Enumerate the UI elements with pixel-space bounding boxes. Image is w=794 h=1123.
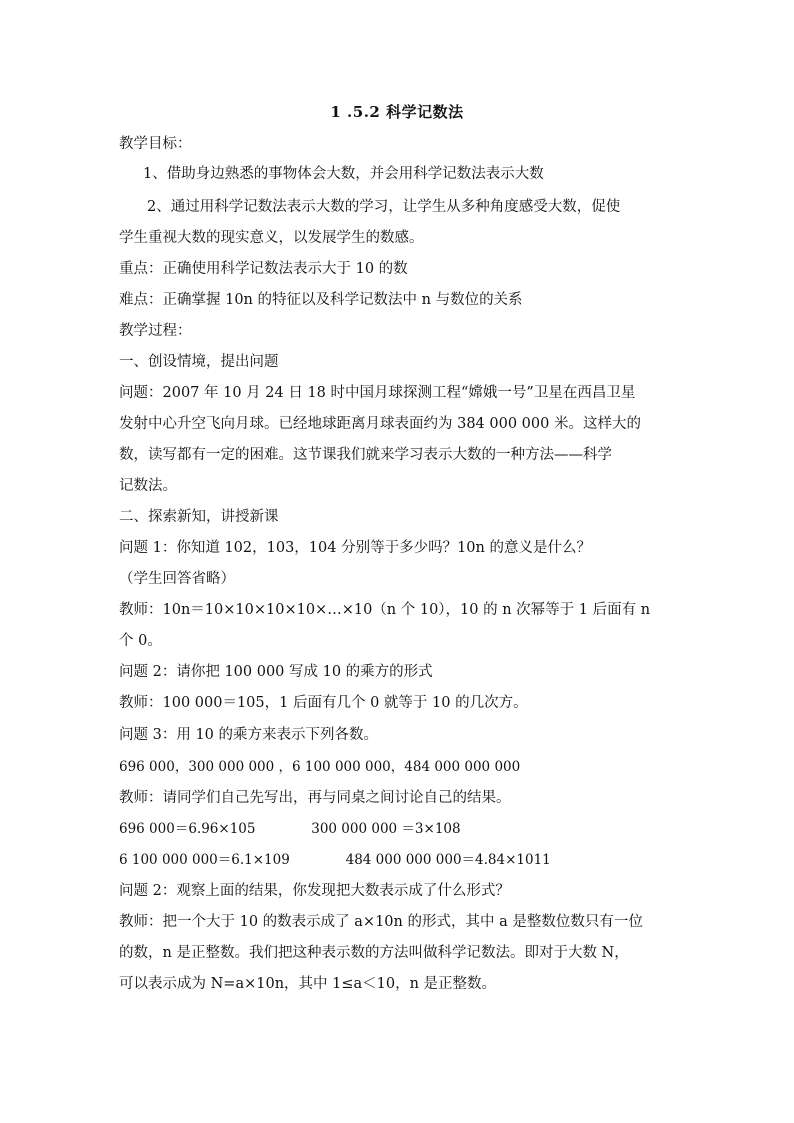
text-line: 教师：把一个大于 10 的数表示成了 a×10n 的形式，其中 a 是整数位数只有一位 — [119, 914, 643, 930]
text-line: 的数，n 是正整数。我们把这种表示数的方法叫做科学记数法。即对于大数 N， — [119, 945, 629, 961]
document-title: 1 .5.2 科学记数法 — [330, 103, 464, 121]
text-line: 696 000，300 000 000 ，6 100 000 000，484 000 000 000 — [119, 759, 521, 775]
text-line: 6 100 000 000＝6.1×109 484 000 000 000＝4.84×1011 — [119, 852, 551, 868]
text-line: 教师：100 000＝105，1 后面有几个 0 就等于 10 的几次方。 — [119, 695, 528, 711]
text-line: 个 0。 — [119, 633, 162, 649]
text-line: 发射中心升空飞向月球。已经地球距离月球表面约为 384 000 000 米。这样大的 — [119, 416, 641, 432]
text-line: 数，读写都有一定的困难。这节课我们就来学习表示大数的一种方法——科学 — [119, 447, 612, 463]
text-line: 问题 1：你知道 102，103，104 分别等于多少吗？10n 的意义是什么？ — [119, 540, 591, 556]
text-line: 2、通过用科学记数法表示大数的学习，让学生从多种角度感受大数，促使 — [147, 199, 621, 215]
text-line: 学生重视大数的现实意义，以发展学生的数感。 — [119, 230, 424, 246]
text-line: 教学过程： — [119, 323, 192, 339]
text-line: 教师：请同学们自己先写出，再与同桌之间讨论自己的结果。 — [119, 790, 511, 806]
text-line: 696 000＝6.96×105 300 000 000 ＝3×108 — [119, 821, 461, 837]
text-line: （学生回答省略） — [119, 571, 235, 587]
text-line: 重点：正确使用科学记数法表示大于 10 的数 — [119, 261, 408, 277]
text-line: 教学目标： — [119, 136, 192, 152]
text-line: 二、探索新知，讲授新课 — [119, 509, 279, 525]
text-line: 问题 2：观察上面的结果，你发现把大数表示成了什么形式？ — [119, 883, 510, 899]
text-line: 记数法。 — [119, 478, 177, 494]
text-line: 一、创设情境，提出问题 — [119, 354, 279, 370]
text-line: 问题：2007 年 10 月 24 日 18 时中国月球探测工程“嫦娥一号”卫星在西昌卫星 — [119, 385, 636, 401]
text-line: 问题 3：用 10 的乘方来表示下列各数。 — [119, 727, 379, 743]
text-line: 问题 2：请你把 100 000 写成 10 的乘方的形式 — [119, 664, 433, 680]
text-line: 难点：正确掌握 10n 的特征以及科学记数法中 n 与数位的关系 — [119, 292, 523, 308]
text-line: 教师：10n＝10×10×10×10×…×10（n 个 10），10 的 n 次幂等于 1 后面有 n — [119, 602, 651, 618]
text-line: 可以表示成为 N=a×10n，其中 1≤a＜10，n 是正整数。 — [119, 976, 497, 992]
text-line: 1、借助身边熟悉的事物体会大数，并会用科学记数法表示大数 — [143, 166, 544, 182]
